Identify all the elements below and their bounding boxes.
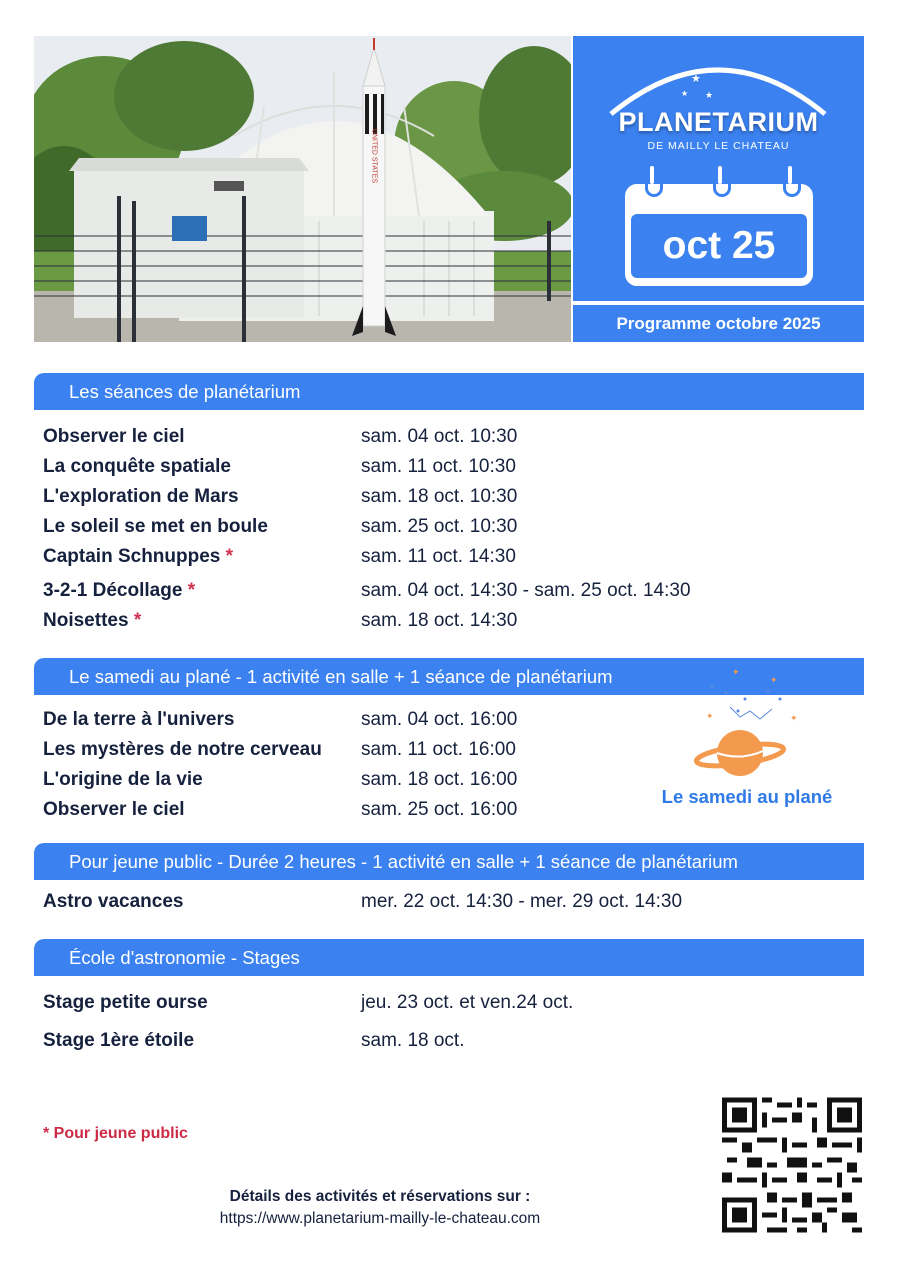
list-item — [43, 888, 843, 916]
logo-subtitle: DE MAILLY LE CHATEAU — [647, 140, 790, 152]
footer — [140, 1186, 620, 1230]
svg-text:✦: ✦ — [770, 676, 778, 686]
activity-name: L'origine de la vie — [43, 769, 203, 790]
activity-name: De la terre à l'univers — [43, 709, 235, 730]
svg-text:✦: ✦ — [732, 668, 740, 678]
youth-legend: * Pour jeune public — [43, 1125, 188, 1142]
calendar-icon — [625, 184, 813, 286]
activity-name: Astro vacances — [43, 891, 184, 912]
activity-name: La conquête spatiale — [43, 456, 231, 477]
activity-date: sam. 18 oct. 14:30 — [361, 610, 518, 631]
activity-date: sam. 04 oct. 16:00 — [361, 709, 518, 730]
activity-name: Le soleil se met en boule — [43, 516, 268, 537]
program-title: Programme octobre 2025 — [573, 305, 864, 342]
activity-date: sam. 25 oct. 16:00 — [361, 799, 518, 820]
activity-date: mer. 22 oct. 14:30 - mer. 29 oct. 14:30 — [361, 891, 683, 912]
section-header-jeune-public: Pour jeune public - Durée 2 heures - 1 activité en salle + 1 séance de planétarium — [34, 843, 864, 880]
activity-name: Les mystères de notre cerveau — [43, 739, 322, 760]
activity-name: Stage petite ourse — [43, 992, 208, 1013]
list-item — [43, 513, 843, 541]
activity-name: L'exploration de Mars — [43, 486, 239, 507]
activity-date: sam. 18 oct. — [361, 1030, 465, 1051]
activity-name: Stage 1ère étoile — [43, 1030, 195, 1051]
observatory-photo — [34, 36, 571, 342]
svg-text:★: ★ — [681, 89, 689, 98]
activity-date: sam. 18 oct. 16:00 — [361, 769, 518, 790]
activity-name: Captain Schnuppes * — [43, 546, 234, 567]
youth-star: * — [225, 546, 234, 567]
list-item — [43, 483, 843, 511]
activity-name: 3-2-1 Décollage * — [43, 580, 196, 601]
qr-code-icon[interactable] — [722, 1097, 862, 1233]
list-item — [43, 577, 843, 605]
youth-star: * — [187, 580, 196, 601]
brand-panel — [573, 36, 864, 301]
activity-date: sam. 11 oct. 14:30 — [361, 546, 516, 567]
footer-details-label: Détails des activités et réservations sur : — [229, 1188, 531, 1205]
list-item — [43, 607, 843, 635]
calendar-date: oct 25 — [631, 214, 807, 278]
website-link[interactable]: https://www.planetarium-mailly-le-chateau.com — [219, 1210, 541, 1227]
logo-title: PLANETARIUM — [618, 107, 819, 137]
observatory-illustration — [34, 36, 571, 342]
activity-date: sam. 11 oct. 10:30 — [361, 456, 516, 477]
youth-star: * — [133, 610, 142, 631]
section-header-seances: Les séances de planétarium — [34, 373, 864, 410]
svg-text:★: ★ — [691, 72, 701, 85]
list-item — [43, 1027, 843, 1055]
svg-text:★: ★ — [705, 91, 714, 101]
activity-date: jeu. 23 oct. et ven.24 oct. — [361, 992, 574, 1013]
svg-text:✦: ✦ — [706, 712, 714, 722]
section-header-ecole: École d'astronomie - Stages — [34, 939, 864, 976]
activity-name: Noisettes * — [43, 610, 142, 631]
activity-date: sam. 11 oct. 16:00 — [361, 739, 516, 760]
samedi-logo-label: Le samedi au plané — [661, 786, 833, 807]
activity-name: Observer le ciel — [43, 426, 185, 447]
activity-date: sam. 04 oct. 14:30 - sam. 25 oct. 14:30 — [361, 580, 691, 601]
list-item — [43, 423, 843, 451]
list-item — [43, 453, 843, 481]
list-item — [43, 989, 843, 1017]
list-item — [43, 543, 843, 571]
activity-date: sam. 18 oct. 10:30 — [361, 486, 518, 507]
svg-text:✦: ✦ — [790, 714, 798, 724]
section-header-samedi: Le samedi au plané - 1 activité en salle + 1 séance de planétarium — [34, 658, 864, 695]
activity-date: sam. 25 oct. 10:30 — [361, 516, 518, 537]
activity-date: sam. 04 oct. 10:30 — [361, 426, 518, 447]
rocket-lettering: UNITED STATES — [370, 128, 378, 184]
activity-name: Observer le ciel — [43, 799, 185, 820]
